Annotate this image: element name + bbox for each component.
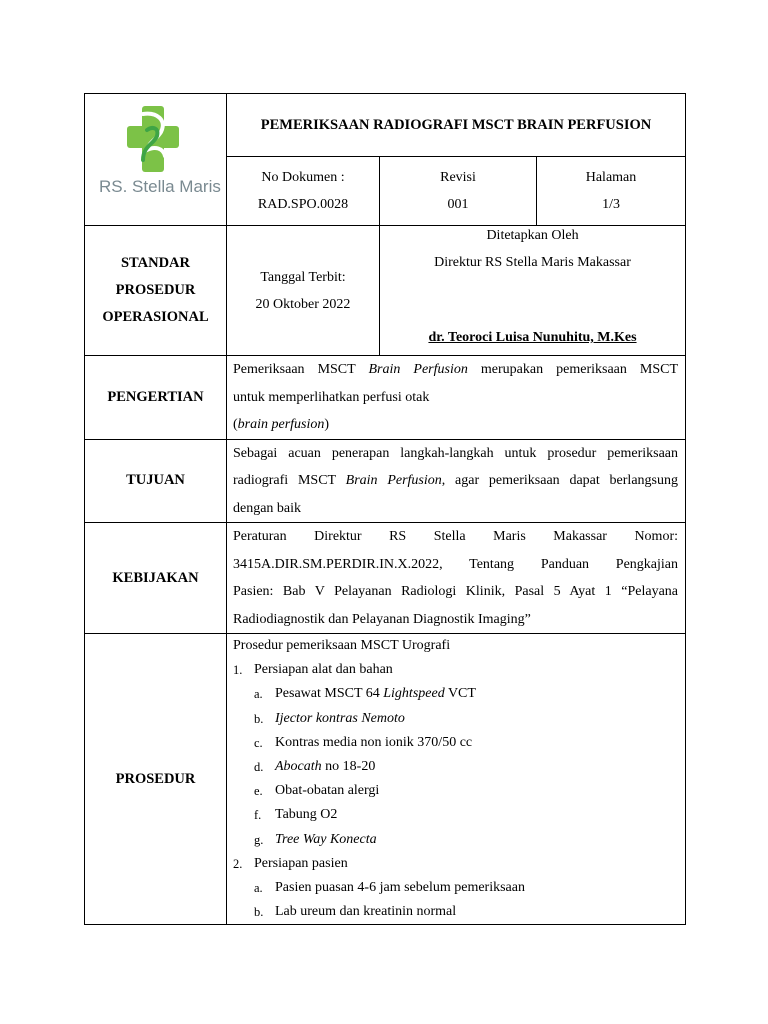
- spo-label-line2: PROSEDUR: [115, 282, 196, 298]
- pengertian-line3: (brain perfusion): [233, 417, 330, 432]
- prosedur-item: a. Pesawat MSCT 64 Lightspeed VCT: [233, 682, 679, 706]
- prosedur-item: b. Ijector kontras Nemoto: [233, 707, 679, 731]
- kebijakan-line2: 3415A.DIR.SM.PERDIR.IN.X.2022, Tentang Panduan Pengkajian: [233, 556, 679, 572]
- tanggal-terbit-cell: [227, 226, 380, 356]
- prosedur-item: e. Obat-obatan alergi: [233, 779, 679, 803]
- pengertian-line2: untuk memperlihatkan perfusi otak: [233, 389, 430, 405]
- kebijakan-line1: Peraturan Direktur RS Stella Maris Makassar Nomor:: [233, 529, 679, 544]
- tujuan-line2: radiografi MSCT Brain Perfusion, agar pemeriksaan dapat berlangsung: [233, 473, 678, 488]
- spo-label-line1: STANDAR: [120, 255, 191, 271]
- tujuan-line3: dengan baik: [233, 500, 302, 516]
- spo-label-cell: [85, 226, 227, 356]
- revisi-value: 001: [447, 197, 469, 212]
- tanggal-terbit-value: 20 Oktober 2022: [255, 296, 351, 312]
- kebijakan-line4: Radiodiagnostik dan Pelayanan Diagnostik Imaging”: [233, 611, 531, 627]
- direktur-title: Direktur RS Stella Maris Makassar: [434, 255, 631, 270]
- tujuan-label: TUJUAN: [85, 439, 227, 523]
- logo-cell: [85, 94, 227, 226]
- halaman-cell: [537, 157, 686, 226]
- kebijakan-content: [227, 523, 686, 634]
- section-title: Persiapan pasien: [254, 855, 348, 871]
- item-letter: a.: [254, 687, 263, 702]
- tujuan-content: [227, 439, 686, 523]
- prosedur-item: c. Kontras media non ionik 370/50 cc: [233, 731, 679, 755]
- section-title: Persiapan alat dan bahan: [254, 662, 393, 678]
- spo-table: [84, 93, 686, 925]
- no-dokumen-cell: [227, 157, 380, 226]
- item-letter: b.: [254, 711, 264, 726]
- prosedur-list: [233, 658, 679, 924]
- signatory-name: dr. Teoroci Luisa Nunuhitu, M.Kes: [428, 330, 637, 345]
- cross-hands-icon: [127, 106, 179, 172]
- section-number: 2.: [233, 856, 243, 871]
- item-letter: c.: [254, 735, 263, 750]
- logo-text: RS. Stella Maris: [99, 177, 221, 196]
- item-letter: f.: [254, 808, 262, 823]
- prosedur-item: b. Lab ureum dan kreatinin normal: [233, 900, 679, 924]
- prosedur-label: PROSEDUR: [85, 634, 227, 925]
- prosedur-item: d. Abocath no 18-20: [233, 755, 679, 779]
- pengertian-label: PENGERTIAN: [85, 356, 227, 440]
- item-letter: d.: [254, 760, 264, 775]
- kebijakan-label: KEBIJAKAN: [85, 523, 227, 634]
- approval-cell: [380, 226, 686, 356]
- spo-document: [84, 93, 685, 920]
- kebijakan-line3: Pasien: Bab V Pelayanan Radiologi Klinik, Pasal 5 Ayat 1 “Pelayana: [233, 584, 679, 599]
- prosedur-content: [227, 634, 686, 925]
- prosedur-intro: Prosedur pemeriksaan MSCT Urografi: [233, 638, 451, 653]
- item-letter: b.: [254, 905, 264, 920]
- halaman-label: Halaman: [585, 170, 637, 185]
- prosedur-section: [233, 658, 679, 682]
- pengertian-line1: Pemeriksaan MSCT Brain Perfusion merupakan pemeriksaan MSCT: [233, 362, 679, 377]
- document-title: PEMERIKSAAN RADIOGRAFI MSCT BRAIN PERFUSION: [227, 94, 686, 157]
- prosedur-item: g. Tree Way Konecta: [233, 828, 679, 852]
- no-dokumen-value: RAD.SPO.0028: [257, 197, 349, 212]
- revisi-label: Revisi: [440, 170, 476, 185]
- ditetapkan-oleh: Ditetapkan Oleh: [486, 228, 579, 243]
- prosedur-item: a. Pasien puasan 4-6 jam sebelum pemeriksaan: [233, 876, 679, 900]
- revisi-cell: [380, 157, 537, 226]
- item-letter: e.: [254, 784, 263, 799]
- prosedur-section: [233, 852, 679, 876]
- tanggal-terbit-label: Tanggal Terbit:: [260, 269, 346, 285]
- pengertian-content: [227, 356, 686, 440]
- spo-label-line3: OPERASIONAL: [102, 309, 209, 325]
- halaman-value: 1/3: [602, 197, 620, 212]
- section-number: 1.: [233, 663, 243, 678]
- no-dokumen-label: No Dokumen :: [261, 170, 345, 185]
- item-letter: g.: [254, 832, 264, 847]
- prosedur-item: f. Tabung O2: [233, 803, 679, 827]
- tujuan-line1: Sebagai acuan penerapan langkah-langkah untuk prosedur pemeriksaan: [233, 445, 679, 461]
- item-letter: a.: [254, 881, 263, 896]
